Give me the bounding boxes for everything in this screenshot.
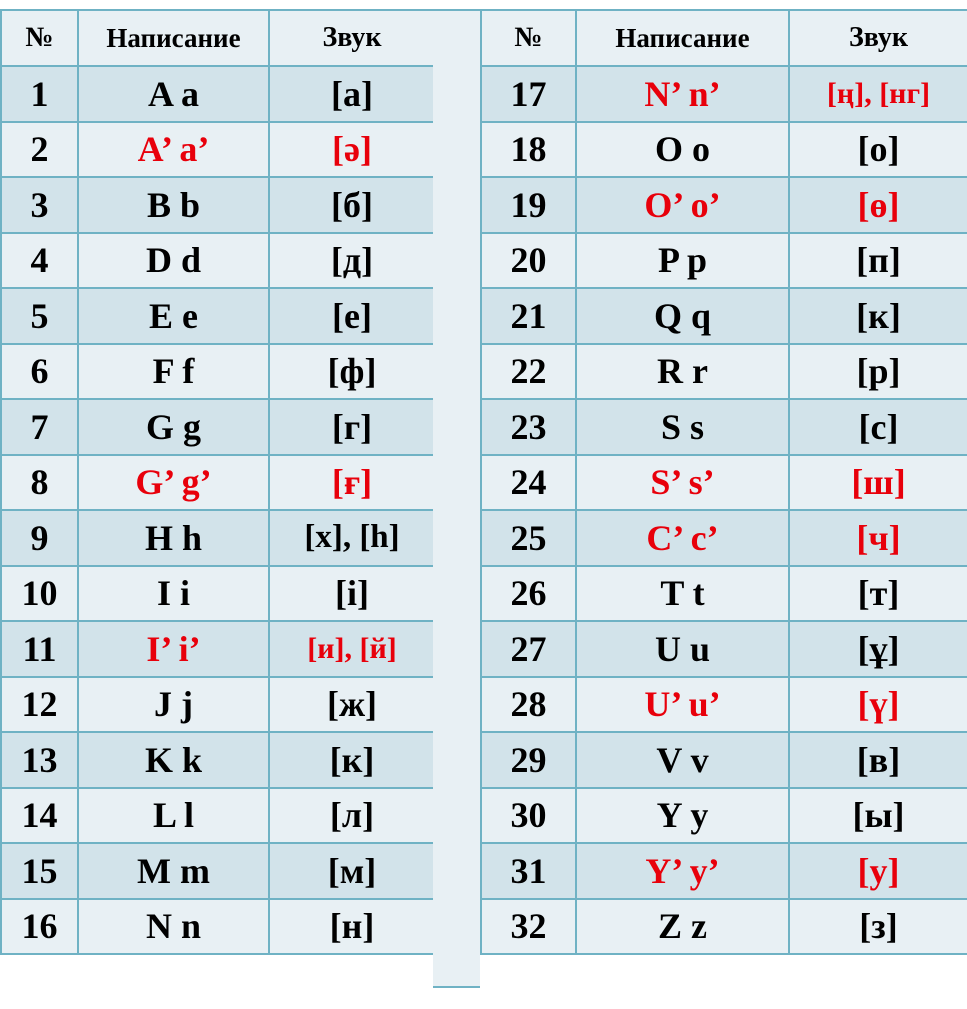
- cell-spelling: I i: [78, 566, 269, 622]
- cell-num: 27: [481, 621, 576, 677]
- cell-spelling: Y’ y’: [576, 843, 789, 899]
- cell-spelling: Y y: [576, 788, 789, 844]
- table-row: [1, 621, 435, 677]
- cell-spelling: P p: [576, 233, 789, 289]
- table-row: [1, 177, 435, 233]
- cell-spelling: O’ o’: [576, 177, 789, 233]
- cell-spelling: U u: [576, 621, 789, 677]
- table-row: [481, 621, 967, 677]
- cell-sound: [а]: [269, 66, 435, 122]
- cell-sound: [р]: [789, 344, 967, 400]
- cell-num: 14: [1, 788, 78, 844]
- cell-spelling: D d: [78, 233, 269, 289]
- cell-spelling: G g: [78, 399, 269, 455]
- cell-num: 25: [481, 510, 576, 566]
- cell-spelling: E e: [78, 288, 269, 344]
- cell-sound: [п]: [789, 233, 967, 289]
- header-spelling: Написание: [576, 10, 789, 66]
- cell-num: 30: [481, 788, 576, 844]
- cell-spelling: M m: [78, 843, 269, 899]
- table-row: [1, 399, 435, 455]
- cell-spelling: N’ n’: [576, 66, 789, 122]
- table-row: [481, 732, 967, 788]
- cell-spelling: I’ i’: [78, 621, 269, 677]
- cell-spelling: S’ s’: [576, 455, 789, 511]
- cell-sound: [л]: [269, 788, 435, 844]
- cell-sound: [о]: [789, 122, 967, 178]
- alphabet-tables: [0, 9, 967, 988]
- table-body-right: [481, 66, 967, 954]
- cell-sound: [ы]: [789, 788, 967, 844]
- cell-sound: [ұ]: [789, 621, 967, 677]
- cell-sound: [ф]: [269, 344, 435, 400]
- table-row: [481, 788, 967, 844]
- cell-sound: [к]: [789, 288, 967, 344]
- cell-num: 24: [481, 455, 576, 511]
- table-row: [481, 122, 967, 178]
- header-num: №: [1, 10, 78, 66]
- table-row: [481, 677, 967, 733]
- cell-num: 8: [1, 455, 78, 511]
- cell-spelling: F f: [78, 344, 269, 400]
- cell-spelling: N n: [78, 899, 269, 955]
- cell-num: 23: [481, 399, 576, 455]
- header-spelling: Написание: [78, 10, 269, 66]
- cell-sound: [з]: [789, 899, 967, 955]
- table-row: [1, 788, 435, 844]
- cell-sound: [с]: [789, 399, 967, 455]
- cell-sound: [д]: [269, 233, 435, 289]
- cell-num: 22: [481, 344, 576, 400]
- cell-sound: [в]: [789, 732, 967, 788]
- table-row: [481, 233, 967, 289]
- cell-num: 3: [1, 177, 78, 233]
- cell-num: 31: [481, 843, 576, 899]
- cell-num: 5: [1, 288, 78, 344]
- cell-sound: [ш]: [789, 455, 967, 511]
- table-row: [1, 288, 435, 344]
- cell-spelling: V v: [576, 732, 789, 788]
- cell-spelling: Q q: [576, 288, 789, 344]
- cell-sound: [к]: [269, 732, 435, 788]
- cell-num: 2: [1, 122, 78, 178]
- table-row: [1, 122, 435, 178]
- table-separator: [433, 9, 480, 988]
- cell-spelling: L l: [78, 788, 269, 844]
- header-num: №: [481, 10, 576, 66]
- table-row: [481, 455, 967, 511]
- table-row: [1, 66, 435, 122]
- cell-num: 17: [481, 66, 576, 122]
- table-row: [1, 843, 435, 899]
- cell-num: 21: [481, 288, 576, 344]
- cell-spelling: B b: [78, 177, 269, 233]
- cell-sound: [ң], [нг]: [789, 66, 967, 122]
- cell-sound: [т]: [789, 566, 967, 622]
- cell-num: 1: [1, 66, 78, 122]
- alphabet-table-left: [0, 9, 436, 955]
- cell-num: 32: [481, 899, 576, 955]
- cell-sound: [и], [й]: [269, 621, 435, 677]
- cell-sound: [ч]: [789, 510, 967, 566]
- cell-spelling: J j: [78, 677, 269, 733]
- table-row: [481, 66, 967, 122]
- cell-spelling: U’ u’: [576, 677, 789, 733]
- table-row: [481, 899, 967, 955]
- cell-num: 15: [1, 843, 78, 899]
- cell-spelling: C’ c’: [576, 510, 789, 566]
- cell-spelling: T t: [576, 566, 789, 622]
- cell-spelling: S s: [576, 399, 789, 455]
- cell-num: 28: [481, 677, 576, 733]
- cell-spelling: O o: [576, 122, 789, 178]
- cell-num: 11: [1, 621, 78, 677]
- cell-sound: [ә]: [269, 122, 435, 178]
- cell-num: 26: [481, 566, 576, 622]
- table-row: [1, 566, 435, 622]
- alphabet-table-right: [480, 9, 967, 955]
- cell-spelling: R r: [576, 344, 789, 400]
- cell-spelling: H h: [78, 510, 269, 566]
- cell-spelling: Z z: [576, 899, 789, 955]
- table-row: [1, 455, 435, 511]
- header-sound: Звук: [269, 10, 435, 66]
- cell-sound: [у]: [789, 843, 967, 899]
- table-row: [1, 732, 435, 788]
- cell-num: 4: [1, 233, 78, 289]
- table-body-left: [1, 66, 435, 954]
- cell-sound: [і]: [269, 566, 435, 622]
- table-row: [1, 344, 435, 400]
- cell-sound: [м]: [269, 843, 435, 899]
- cell-num: 6: [1, 344, 78, 400]
- table-row: [481, 288, 967, 344]
- cell-num: 29: [481, 732, 576, 788]
- header-row: [1, 10, 435, 66]
- table-row: [481, 177, 967, 233]
- cell-sound: [ж]: [269, 677, 435, 733]
- table-row: [481, 843, 967, 899]
- table-row: [1, 899, 435, 955]
- cell-spelling: A’ a’: [78, 122, 269, 178]
- cell-sound: [ғ]: [269, 455, 435, 511]
- table-row: [481, 344, 967, 400]
- cell-sound: [е]: [269, 288, 435, 344]
- cell-sound: [н]: [269, 899, 435, 955]
- cell-num: 10: [1, 566, 78, 622]
- cell-num: 20: [481, 233, 576, 289]
- cell-num: 16: [1, 899, 78, 955]
- cell-sound: [б]: [269, 177, 435, 233]
- cell-spelling: G’ g’: [78, 455, 269, 511]
- table-row: [1, 233, 435, 289]
- table-row: [481, 510, 967, 566]
- table-row: [481, 399, 967, 455]
- cell-num: 9: [1, 510, 78, 566]
- header-row: [481, 10, 967, 66]
- header-sound: Звук: [789, 10, 967, 66]
- cell-spelling: K k: [78, 732, 269, 788]
- cell-num: 18: [481, 122, 576, 178]
- cell-num: 12: [1, 677, 78, 733]
- cell-sound: [ө]: [789, 177, 967, 233]
- table-row: [1, 510, 435, 566]
- cell-spelling: A a: [78, 66, 269, 122]
- cell-sound: [х], [h]: [269, 510, 435, 566]
- cell-num: 13: [1, 732, 78, 788]
- cell-num: 7: [1, 399, 78, 455]
- table-row: [1, 677, 435, 733]
- table-row: [481, 566, 967, 622]
- cell-num: 19: [481, 177, 576, 233]
- cell-sound: [ү]: [789, 677, 967, 733]
- cell-sound: [г]: [269, 399, 435, 455]
